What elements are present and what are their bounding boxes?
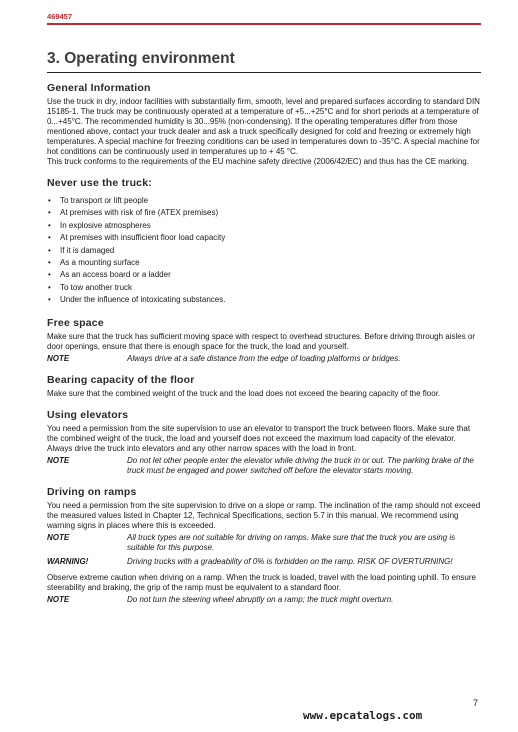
list-item: • If it is damaged	[47, 245, 481, 257]
warning-text: Driving trucks with a gradeability of 0% is forbidden on the ramp. RISK OF OVERTURNING!	[127, 556, 453, 566]
paragraph: Use the truck in dry, indoor facilities with substantially firm, smooth, level and prepared surfaces according to standard DIN 15185-1. The truck may be continuously operated at a temperature of +5...+25°C and for short periods at a temperature of 0...+45°C. The recommended humidity is 30...95% (non-condensing). If the operating temperatures differ from those mentioned above, contact your truck dealer and ask a truck specifically designed for cold and freezing or extremely high temperatures. A special machine for freezing conditions can be used in temperatures down to -35°C. A special machine for hot conditions can be continuously used in temperatures up to + 45 °C.	[47, 97, 480, 156]
paragraph: Make sure that the truck has sufficient moving space with respect to overhead structures. Before driving through aisles or door openings, ensure that there is enough space for the truck, the load and yourself.	[47, 331, 476, 351]
note-label: NOTE	[47, 532, 70, 542]
paragraph: This truck conforms to the requirements of the EU machine safety directive (2006/42/EC) and thus has the CE marking.	[47, 157, 469, 166]
section-heading: General Information	[47, 82, 151, 94]
paragraph: You need a permission from the site supervision to use an elevator to transport the truck between floors. Make sure that the combined weight of the truck, the load and yourself does not exceed the maximum load capacity of the elevator. Always drive the truck into elevators and any other narrow spaces with the load in front.	[47, 423, 471, 453]
list-item: • As an access board or a ladder	[47, 269, 481, 281]
section-general-information	[47, 82, 481, 167]
paragraph: Observe extreme caution when driving on a ramp. When the truck is loaded, travel with the load pointing uphill. To ensure steerability and braking, the grip of the ramp must be equivalent to a standard floor.	[47, 572, 476, 592]
note-label: NOTE	[47, 455, 70, 465]
note-text: All truck types are not suitable for driving on ramps. Make sure that the truck you are using is suitable for this purpose.	[127, 532, 456, 552]
paragraph: You need a permission from the site supervision to drive on a slope or ramp. The inclination of the ramp should not exceed the measured values listed in Chapter 12, Technical Specifications, section 5.7 in this manual. We recommend using warning signs in places where this is exceeded.	[47, 500, 481, 530]
note-label: NOTE	[47, 594, 70, 604]
note	[47, 354, 481, 364]
page-number: 7	[473, 698, 479, 708]
watermark-text: www.epcatalogs.com	[303, 709, 423, 722]
paragraph: Make sure that the combined weight of the truck and the load does not exceed the bearing capacity of the floor.	[47, 388, 441, 398]
section-driving-on-ramps	[47, 486, 481, 605]
list-item: • At premises with insufficient floor load capacity	[47, 232, 481, 244]
note-text: Do not turn the steering wheel abruptly on a ramp; the truck might overturn.	[127, 594, 394, 604]
warning	[47, 557, 481, 567]
list-item: • At premises with risk of fire (ATEX premises)	[47, 207, 481, 219]
chapter-title: 3. Operating environment	[47, 50, 235, 67]
list-item: • To tow another truck	[47, 282, 481, 294]
list-item: • Under the influence of intoxicating substances.	[47, 294, 481, 306]
note-text: Do not let other people enter the elevator while driving the truck in or out. The parking brake of the truck must be engaged and power switched off before the elevator starts moving.	[127, 455, 474, 475]
note	[47, 456, 481, 476]
section-heading: Never use the truck:	[47, 177, 152, 189]
warning-label: WARNING!	[47, 556, 89, 566]
chapter-divider	[47, 72, 481, 73]
list-item: • As a mounting surface	[47, 257, 481, 269]
section-using-elevators	[47, 409, 481, 476]
note-text: Always drive at a safe distance from the edge of loading platforms or bridges.	[127, 353, 401, 363]
section-heading: Driving on ramps	[47, 485, 137, 498]
note-label: NOTE	[47, 353, 70, 363]
section-never-use	[47, 177, 481, 307]
section-heading: Using elevators	[47, 408, 129, 421]
prohibited-uses-list	[47, 195, 481, 307]
list-item: • In explosive atmospheres	[47, 220, 481, 232]
note	[47, 533, 481, 553]
section-heading: Bearing capacity of the floor	[47, 373, 195, 386]
section-heading: Free space	[47, 316, 104, 329]
section-free-space	[47, 317, 481, 364]
header-red-line	[47, 23, 481, 25]
list-item: • To transport or lift people	[47, 195, 481, 207]
document-number: 469457	[47, 12, 73, 21]
page-content	[47, 82, 481, 613]
section-bearing-capacity	[47, 374, 481, 399]
note	[47, 595, 481, 605]
